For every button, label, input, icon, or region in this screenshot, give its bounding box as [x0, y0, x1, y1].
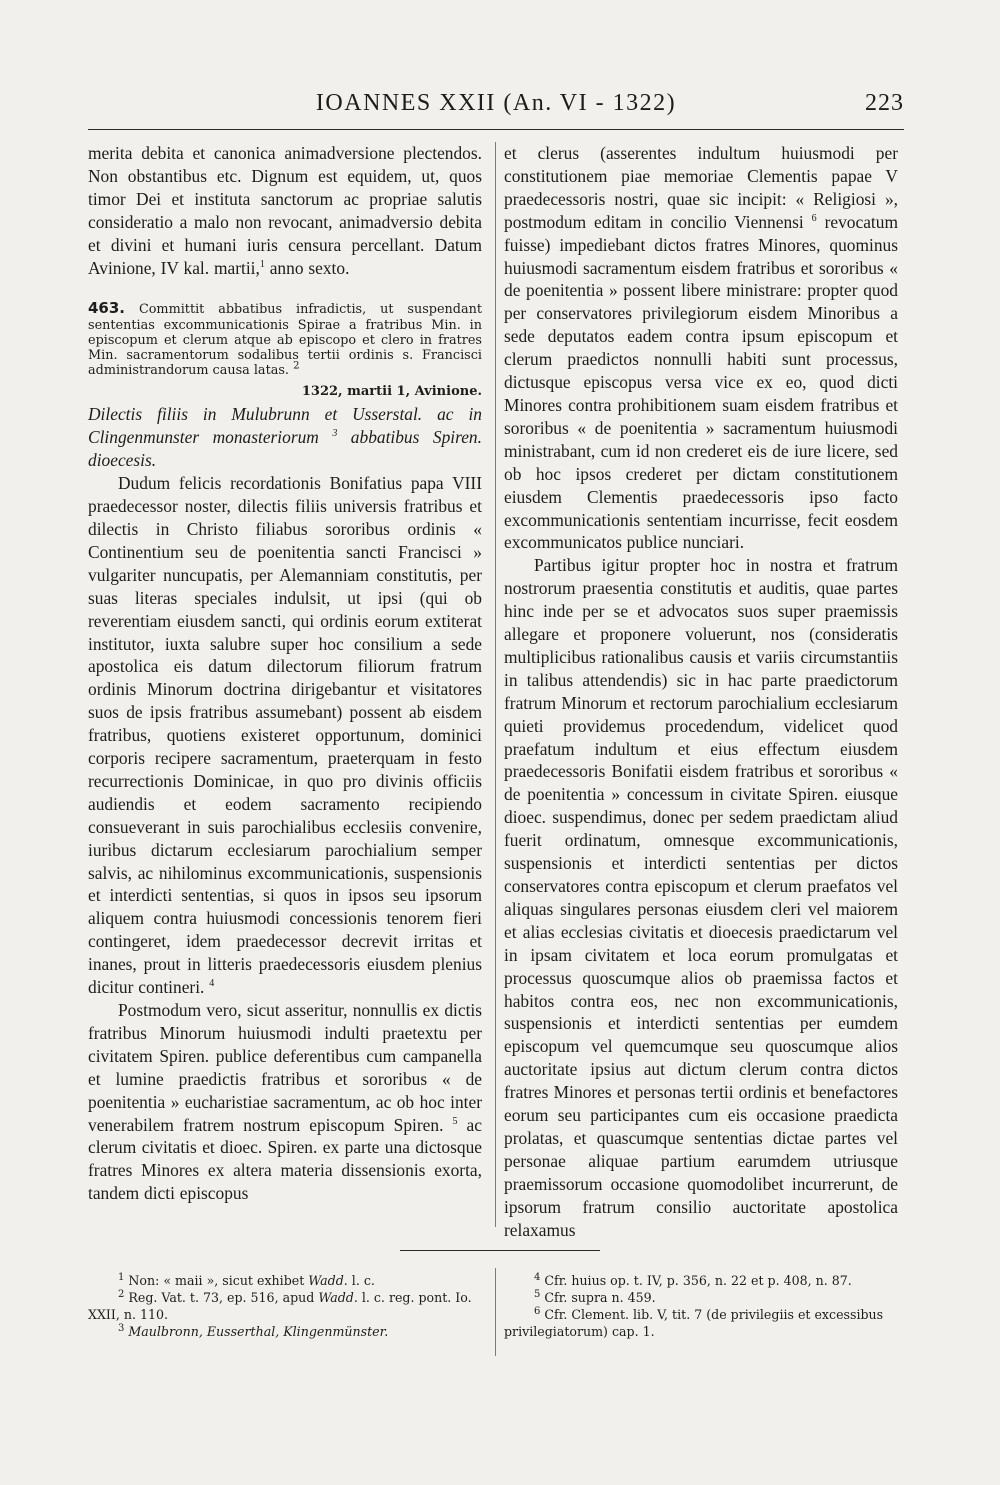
footnote-divider: [495, 1268, 496, 1356]
paragraph-dudum: Dudum felicis recordationis Bonifatius papa VIII praedecessor noster, dilectis filiis universis fratribus et dilectis in Christo filiabus sororibus ordinis « Continentium seu de poenitentia sancti Francisci » vulgariter nuncupatis, per Alemanniam constitutis, per suas literas speciales indulsit, ut ipsi (qui ob reverentiam eiusdem sancti, qui ordinis eorum extiterat institutor, iuxta salubre super hoc consilium a sede apostolica eis datum dilectorum filiorum fratrum ordinis Minorum doctrina dirigebantur et visitatores suos de ipsis fratribus assumebant) possent ab eisdem fratribus, quotiens existeret opportunum, dominici corporis recipere sacramentum, praeterquam in festo recurrectionis Dominicae, in quo pro divinis officiis audiendis et eodem sacramento recipiendo consueverant in suis parochialibus ecclesiis convenire, iuribus dictarum ecclesiarum parochialium semper salvis, ac nihilominus excommunicationis, suspensionis et interdicti sententias, si quos in ipsos seu ipsorum aliquem contra huiusmodi concessionis tenorem fieri contingeret, idem praedecessor decrevit irritas et inanes, prout in litteris praedecessoris eiusdem plenius dicitur contineri. $^4$: [88, 473, 482, 998]
footnote-2: $^2$ Reg. Vat. t. 73, ep. 516, apud Wadd. l. c. reg. pont. Io. XXII, n. 110.: [88, 1288, 472, 1322]
footnote-ref: 3: [332, 428, 338, 440]
paragraph-partibus: Partibus igitur propter hoc in nostra et fratrum nostrorum praesentia constitutis et auditis, quae partes hinc inde per se et advocatos suos super praemissis allegare et proponere voluerunt, nos (consideratis multiplicibus rationalibus causis et variis circumstantiis in talibus attendendis) sic in hac parte praedictorum fratrum Minorum et rectorum parochialium ecclesiarum quieti providemus procedendum, videlicet quod praefatum indultum et eius effectum eiusdem praedecessoris Bonifatii eisdem fratribus et sororibus « de poenitentia » concessum in civitate Spiren. eiusque dioec. suspendimus, donec per sedem praedictam aliud fuerit ordinatum, omnesque excommunicationis, suspensionis et interdicti sententias per dictos conservatores contra episcopum et clerum praefatos vel aliquas singulares personas eiusdem cleri vel maiorem et alias ecclesias civitatis et dioecesis praedictarum vel in ipsam civitatem et loca eorum promulgatas et processus quoscumque alios ob praemissa factos et habitos contra eos, nec non excommunicationis, suspensionis et interdicti sententias per eumdem episcopum vel quemcumque seu quoscumque alios auctoritate ipsius aut dictum clerum contra dictos fratres Minores et personas tertii ordinis et benefactores eorum seu participantes cum eis occasione praedicta prolatas, et quascumque sententias dictae partes vel personae aliquae partium earumdem utriusque praemissorum occasione quomodolibet incurrerunt, de ipsorum fratrum consilio auctoritate apostolica relaxamus: [504, 555, 898, 1240]
paragraph-continuation: et clerus (asserentes indultum huiusmodi per constitutionem piae memoriae Clementis papae V praedecessoris nostri, quae sic incipit: « Religiosi », postmodum editam in concilio Viennensi $^6$ revocatum fuisse) impediebant dictos fratres Minores, quominus huiusmodi sacramentum eisdem fratribus et sororibus « de poenitentia » possent libere ministrare: propter quod per conservatores privilegiorum eisdem Minoribus a sede deputatos eadem contra ipsum episcopum et clerum praedictos nonnulli habiti sunt processus, dictusque episcopus versa vice ex eo, quod dicti Minores contra prohibitionem suam eisdem fratribus et sororibus « de poenitentia » sacramentum huiusmodi ministrabant, cum id non crederet eis de iure licere, sed ob hoc ipsos crederet per dictam constitutionem eiusdem Clementis praedecessoris ipso facto excommunicationis sententiam incurrisse, fecit eosdem excommunicatos publice nunciari.: [504, 143, 898, 553]
header-rule: [88, 129, 904, 130]
paragraph-closing: merita debita et canonica animadversione plectendos. Non obstantibus etc. Dignum est equidem, ut, quos timor Dei et instituta sanctorum ac propriae salutis consideratio a malo non revocant, animadversio debita et divini et humani iuris censura percellant. Datum Avinione, IV kal. martii,$^1$ anno sexto.: [88, 143, 482, 278]
left-column: [88, 142, 482, 1205]
page-number: 223: [865, 90, 904, 116]
document-number: 463.: [88, 299, 126, 318]
footnote-6: $^6$ Cfr. Clement. lib. V, tit. 7 (de privilegiis et excessibus privilegiatorum) cap. 1.: [504, 1305, 884, 1339]
footnote-4: $^4$ Cfr. huius op. t. IV, p. 356, n. 22 et p. 408, n. 87.: [534, 1271, 852, 1288]
footnote-1: $^1$ Non: « maii », sicut exhibet Wadd. l. c.: [118, 1271, 375, 1288]
footnotes-right: [504, 1272, 898, 1340]
paragraph-postmodum: Postmodum vero, sicut asseritur, nonnullis ex dictis fratribus Minorum huiusmodi indulti praetextu per civitatem Spiren. publice deferentibus cum campanella et lumine praedictis fratribus et sororibus « de poenitentia » eucharistiae sacramentum, ac ob hoc inter venerabilem fratrem nostrum episcopum Spiren. $^5$ ac clerum civitatis et dioec. Spiren. ex parte una dictosque fratres Minores ex altera materia dissensionis exorta, tandem dicti episcopus: [88, 1000, 482, 1204]
document-date: 1322, martii 1, Avinione.: [301, 384, 482, 400]
document-summary: 463. Committit abbatibus infradictis, ut suspendant sententias excommunicationis Spirae a fratribus Min. in episcopum et clerum atque ab episcopo et clero in fratres Min. sacramentorum sodalibus tertii ordinis s. Francisci administrandorum causa latas. $^2$: [88, 299, 482, 379]
footnote-ref: 6: [811, 212, 817, 224]
footnote-ref: 4: [209, 978, 215, 990]
running-head: [88, 88, 904, 124]
footnote-ref: 2: [293, 360, 300, 372]
footnotes-left: [88, 1272, 482, 1340]
footnote-ref: 1: [259, 258, 265, 270]
footnote-3: $^3$ Maulbronn, Eusserthal, Klingenmünster.: [118, 1322, 389, 1339]
footnote-ref: 5: [452, 1115, 458, 1127]
footnote-5: $^5$ Cfr. supra n. 459.: [534, 1288, 656, 1305]
right-column: [504, 142, 898, 1242]
address-line: Dilectis filiis in Mulubrunn et Usserstal. ac in Clingenmunster monasteriorum $^3$ abbatibus Spiren. dioecesis.: [88, 404, 482, 471]
running-title: IOANNES XXII (An. VI - 1322): [315, 90, 677, 116]
footnote-rule: [400, 1250, 600, 1251]
column-divider: [495, 142, 496, 1227]
